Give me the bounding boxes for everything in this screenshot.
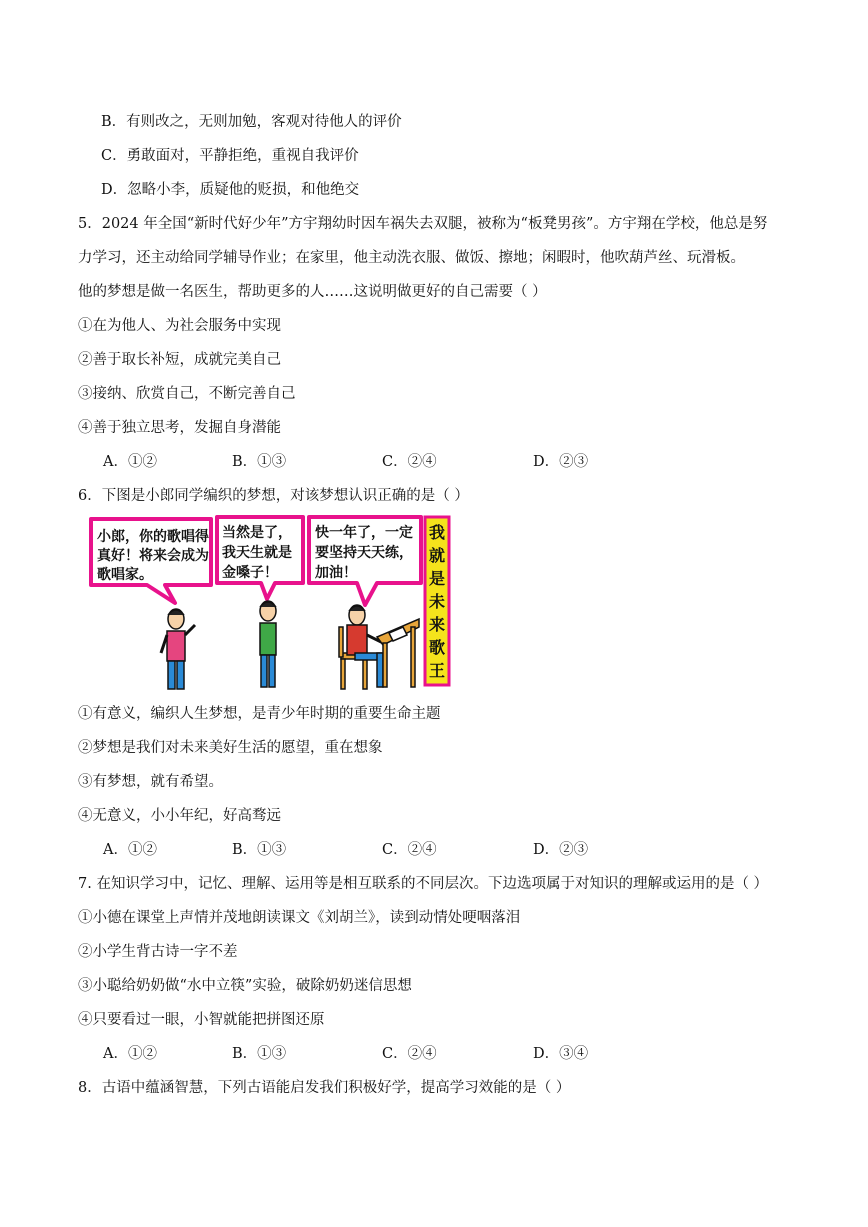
- person-3-seated: [339, 605, 419, 689]
- q8-stem: 8．古语中蕴涵智慧，下列古语能启发我们积极好学，提高学习效能的是（ ）: [78, 1080, 571, 1096]
- q7-stem: 7. 在知识学习中，记忆、理解、运用等是相互联系的不同层次。下边选项属于对知识的理解或运用的是（ ）: [78, 876, 769, 892]
- q6-item-3: ③有梦想，就有希望。: [78, 774, 223, 790]
- q6-stem: 6．下图是小郎同学编织的梦想，对该梦想认识正确的是（ ）: [78, 488, 469, 504]
- bubble-2-line-3: 金嗓子！: [222, 565, 278, 581]
- bubble-3-line-1: 快一年了，一定: [315, 525, 413, 541]
- q6-comic-illustration: [85, 515, 453, 693]
- q4-option-b: B．有则改之，无则加勉，客观对待他人的评价: [101, 114, 402, 130]
- speech-bubble-3: [309, 517, 421, 605]
- q7-choice-a: A．①②: [103, 1046, 157, 1062]
- q7-item-1: ①小德在课堂上声情并茂地朗读课文《刘胡兰》，读到动情处哽咽落泪: [78, 910, 521, 926]
- bubble-3-line-3: 加油！: [315, 565, 357, 581]
- q6-choice-c: C．②④: [382, 842, 437, 858]
- banner-char-2: 就: [428, 546, 446, 565]
- banner-char-4: 未: [428, 592, 446, 611]
- banner-char-3: 是: [428, 569, 446, 588]
- q5-item-3: ③接纳、欣赏自己，不断完善自己: [78, 386, 296, 402]
- q7-item-2: ②小学生背古诗一字不差: [78, 944, 238, 960]
- person-2-green-shirt: [260, 601, 276, 687]
- q6-choice-d: D．②③: [533, 842, 589, 858]
- q5-stem-line-2: 力学习，还主动给同学辅导作业；在家里，他主动洗衣服、做饭、擦地；闲暇时，他吹葫芦丝、玩滑板。: [78, 250, 745, 266]
- q7-item-4: ④只要看过一眼，小智就能把拼图还原: [78, 1012, 325, 1028]
- q5-item-2: ②善于取长补短，成就完美自己: [78, 352, 281, 368]
- q5-item-1: ①在为他人、为社会服务中实现: [78, 318, 281, 334]
- banner-char-6: 歌: [428, 638, 446, 657]
- q7-choice-d: D．③④: [533, 1046, 589, 1062]
- bubble-3-line-2: 要坚持天天练，: [315, 545, 413, 561]
- q5-stem-line-3: 他的梦想是做一名医生，帮助更多的人……这说明做更好的自己需要（ ）: [78, 284, 547, 300]
- bubble-2-line-1: 当然是了，: [222, 525, 292, 541]
- q6-item-4: ④无意义，小小年纪，好高骛远: [78, 808, 281, 824]
- q5-choice-d: D．②③: [533, 454, 589, 470]
- banner-char-1: 我: [428, 523, 446, 542]
- q6-item-1: ①有意义，编织人生梦想，是青少年时期的重要生命主题: [78, 706, 441, 722]
- q6-choice-b: B．①③: [232, 842, 287, 858]
- person-1-pink-shirt: [161, 609, 195, 689]
- q5-choice-b: B．①③: [232, 454, 287, 470]
- vertical-banner: [425, 517, 449, 685]
- banner-char-5: 来: [428, 615, 446, 634]
- speech-bubble-2: [217, 517, 303, 599]
- q6-item-2: ②梦想是我们对未来美好生活的愿望，重在想象: [78, 740, 383, 756]
- q5-choice-a: A．①②: [103, 454, 157, 470]
- q5-item-4: ④善于独立思考，发掘自身潜能: [78, 420, 281, 436]
- q6-choice-a: A．①②: [103, 842, 157, 858]
- q7-choice-c: C．②④: [382, 1046, 437, 1062]
- q4-option-d: D．忽略小李，质疑他的贬损，和他绝交: [101, 182, 360, 198]
- banner-char-7: 王: [428, 661, 446, 680]
- q7-item-3: ③小聪给奶奶做“水中立筷”实验，破除奶奶迷信思想: [78, 978, 412, 994]
- q5-choice-c: C．②④: [382, 454, 437, 470]
- q5-stem-line-1: 5．2024 年全国“新时代好少年”方宇翔幼时因车祸失去双腿，被称为“板凳男孩”。方宇翔在学校，他总是努: [78, 216, 768, 232]
- speech-bubble-1: [91, 519, 211, 603]
- bubble-2-line-2: 我天生就是: [222, 545, 292, 561]
- bubble-1-line-1: 小郎，你的歌唱得: [97, 529, 209, 545]
- bubble-1-line-3: 歌唱家。: [97, 567, 153, 583]
- q7-choice-b: B．①③: [232, 1046, 287, 1062]
- bubble-1-line-2: 真好！将来会成为: [97, 548, 209, 564]
- q4-option-c: C．勇敢面对，平静拒绝，重视自我评价: [101, 148, 359, 164]
